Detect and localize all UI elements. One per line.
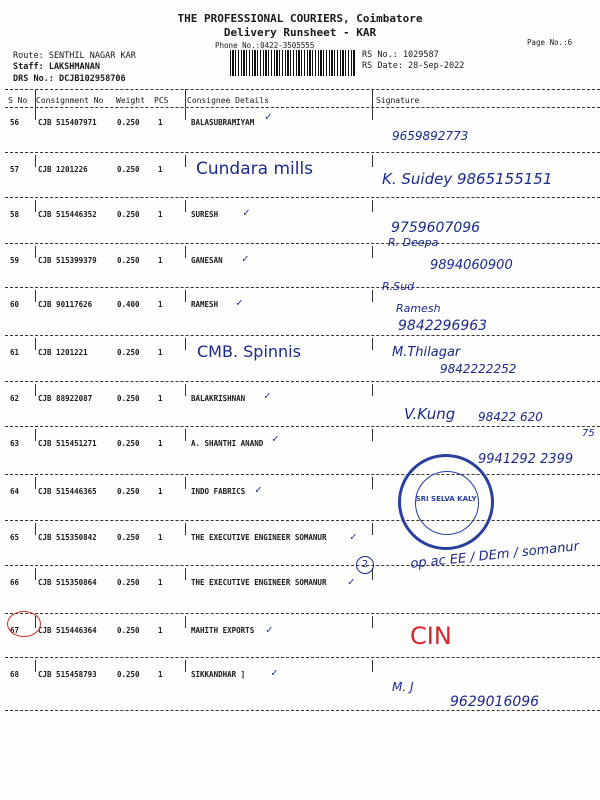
signature-62-suffix: 75	[582, 428, 595, 439]
barcode	[230, 50, 355, 76]
row-weight: 0.400	[117, 300, 140, 309]
check-mark-icon: ✓	[266, 623, 273, 636]
row-pcs: 1	[158, 487, 163, 496]
row-consignment: CJB 515458793	[38, 670, 97, 679]
col-consignment: Consignment No	[36, 96, 104, 105]
column-divider	[35, 338, 36, 350]
row-consignment: CJB 515451271	[38, 439, 97, 448]
column-divider	[185, 660, 186, 672]
column-divider	[185, 384, 186, 396]
signature-62-number: 98422 620	[478, 410, 543, 424]
column-divider	[185, 290, 186, 302]
row-weight: 0.250	[117, 439, 140, 448]
column-divider	[35, 384, 36, 396]
check-mark-icon: ✓	[236, 296, 243, 309]
column-divider	[372, 338, 373, 350]
row-consignee: INDO FABRICS	[191, 487, 246, 496]
signature-67: CIN	[410, 622, 452, 650]
row-divider	[5, 335, 600, 336]
row-sno: 67	[10, 626, 20, 635]
row-pcs: 1	[158, 394, 163, 403]
signature-62: V.Kung	[404, 405, 456, 423]
signature-58: 9759607096	[391, 220, 481, 236]
row-pcs: 1	[158, 256, 163, 265]
row-sno: 68	[10, 670, 20, 679]
row-consignee: GANESAN	[191, 256, 223, 265]
signature-60: 9842296963	[398, 318, 488, 334]
col-weight: Weight	[116, 96, 145, 105]
column-divider	[372, 523, 373, 535]
row-weight: 0.250	[117, 118, 140, 127]
row-sno: 64	[10, 487, 20, 496]
row-sno: 61	[10, 348, 20, 357]
row-pcs: 1	[158, 348, 163, 357]
check-mark-icon: ✓	[255, 483, 262, 496]
row-67-circle	[7, 611, 41, 637]
phone-number: Phone No.:0422-3505555	[215, 41, 315, 50]
column-divider	[372, 89, 373, 107]
row-divider	[5, 243, 600, 244]
rs-number: RS No.: 1029587	[362, 50, 439, 60]
check-mark-icon: ✓	[271, 666, 278, 679]
row-consignment: CJB 515399379	[38, 256, 97, 265]
row-weight: 0.250	[117, 394, 140, 403]
divider	[5, 89, 600, 90]
column-divider	[35, 429, 36, 441]
column-divider	[372, 429, 373, 441]
row-pcs: 1	[158, 670, 163, 679]
row-consignee: THE EXECUTIVE ENGINEER SOMANUR	[191, 533, 327, 542]
column-divider	[185, 89, 186, 107]
drs-number: DRS No.: DCJB102958706	[13, 74, 126, 84]
row-divider	[5, 426, 600, 427]
column-divider	[185, 338, 186, 350]
check-mark-icon: ✓	[350, 530, 357, 543]
column-divider	[372, 155, 373, 167]
handwritten-consignee: CMB. Spinnis	[197, 342, 301, 361]
row-consignment: CJB 88922087	[38, 394, 93, 403]
staff-label: Staff: LAKSHMANAN	[13, 62, 100, 72]
column-divider	[372, 290, 373, 302]
handwritten-consignee: Cundara mills	[196, 159, 314, 179]
column-divider	[35, 568, 36, 580]
row-divider	[5, 381, 600, 382]
check-mark-icon: ✓	[272, 432, 279, 445]
runsheet-subtitle: Delivery Runsheet - KAR	[223, 26, 377, 39]
row-divider	[5, 197, 600, 198]
column-divider	[35, 155, 36, 167]
row-consignee: A. SHANTHI ANAND	[191, 439, 264, 448]
rs-date: RS Date: 28-Sep-2022	[362, 61, 465, 71]
column-divider	[35, 108, 36, 120]
signature-68-name: M. J	[392, 680, 414, 694]
route-label: Route: SENTHIL NAGAR KAR	[13, 51, 136, 61]
row-sno: 65	[10, 533, 20, 542]
column-divider	[35, 477, 36, 489]
column-divider	[35, 523, 36, 535]
row-consignment: CJB 515446364	[38, 626, 97, 635]
row-consignment: CJB 515407971	[38, 118, 97, 127]
column-divider	[185, 568, 186, 580]
column-divider	[185, 616, 186, 628]
signature-63: 9941292 2399	[478, 452, 574, 467]
row-weight: 0.250	[117, 578, 140, 587]
signature-61-number: 9842222252	[440, 362, 517, 376]
row-weight: 0.250	[117, 670, 140, 679]
row-divider	[5, 565, 600, 566]
row-sno: 56	[10, 118, 20, 127]
row-divider	[5, 287, 600, 288]
column-divider	[185, 108, 186, 120]
row-consignee: RAMESH	[191, 300, 219, 309]
column-divider	[35, 200, 36, 212]
check-mark-icon: ✓	[265, 110, 272, 123]
row-pcs: 1	[158, 578, 163, 587]
row-consignment: CJB 515350842	[38, 533, 97, 542]
check-mark-icon: ✓	[243, 206, 250, 219]
check-mark-icon: ✓	[264, 389, 271, 402]
row-consignee: BALASUBRAMIYAM	[191, 118, 255, 127]
row-divider	[5, 657, 600, 658]
row-sno: 58	[10, 210, 20, 219]
signature-65: op ac EE / DEm / somanur	[409, 539, 580, 572]
row-sno: 62	[10, 394, 20, 403]
row-weight: 0.250	[117, 256, 140, 265]
col-sno: S No	[8, 96, 28, 105]
column-divider	[372, 384, 373, 396]
check-mark-icon: ✓	[242, 252, 249, 265]
column-divider	[35, 246, 36, 258]
row-consignee: SIKKANDHAR ]	[191, 670, 246, 679]
signature-59: 9894060900	[430, 258, 513, 273]
row-weight: 0.250	[117, 533, 140, 542]
row-weight: 0.250	[117, 165, 140, 174]
row-consignee: BALAKRISHNAN	[191, 394, 246, 403]
column-divider	[372, 660, 373, 672]
row-consignment: CJB 1201226	[38, 165, 88, 174]
column-divider	[185, 477, 186, 489]
column-divider	[372, 246, 373, 258]
row-sno: 66	[10, 578, 20, 587]
row-consignee: MAHITH EXPORTS	[191, 626, 255, 635]
row-pcs: 1	[158, 439, 163, 448]
row-weight: 0.250	[117, 348, 140, 357]
column-divider	[185, 246, 186, 258]
row-weight: 0.250	[117, 487, 140, 496]
divider	[5, 107, 600, 108]
column-divider	[372, 477, 373, 489]
col-signature: Signature	[376, 96, 420, 105]
row-sno: 60	[10, 300, 20, 309]
column-divider	[372, 200, 373, 212]
row-pcs: 1	[158, 210, 163, 219]
column-divider	[185, 523, 186, 535]
row-pcs: 1	[158, 626, 163, 635]
column-divider	[35, 290, 36, 302]
row-sno: 57	[10, 165, 20, 174]
signature-58-name: R. Deepa	[388, 236, 439, 249]
signature-60-name: Ramesh	[396, 302, 441, 315]
company-stamp: SRI SELVA KALY	[398, 454, 494, 550]
signature-56: 9659892773	[392, 129, 469, 143]
signature-61: M.Thilagar	[392, 345, 461, 360]
row-weight: 0.250	[117, 210, 140, 219]
row-consignee: THE EXECUTIVE ENGINEER SOMANUR	[191, 578, 327, 587]
row-sno: 63	[10, 439, 20, 448]
row-pcs: 1	[158, 300, 163, 309]
row-consignment: CJB 515446352	[38, 210, 97, 219]
check-mark-icon: ✓	[348, 575, 355, 588]
row-pcs: 1	[158, 165, 163, 174]
row-weight: 0.250	[117, 626, 140, 635]
row-divider	[5, 710, 600, 711]
page-number: Page No.:6	[527, 38, 573, 47]
column-divider	[372, 616, 373, 628]
col-consignee: Consignee Details	[187, 96, 269, 105]
signature-57: K. Suidey 9865155151	[382, 170, 553, 188]
row-sno: 59	[10, 256, 20, 265]
col-pcs: PCS	[154, 96, 169, 105]
row-consignment: CJB 90117626	[38, 300, 93, 309]
row-consignment: CJB 1201221	[38, 348, 88, 357]
column-divider	[35, 660, 36, 672]
row-divider	[5, 474, 600, 475]
column-divider	[372, 108, 373, 120]
mark-2: 2	[356, 556, 374, 574]
signature-68: 9629016096	[450, 694, 540, 710]
row-divider	[5, 613, 600, 614]
row-consignment: CJB 515446365	[38, 487, 97, 496]
row-divider	[5, 152, 600, 153]
row-pcs: 1	[158, 533, 163, 542]
row-pcs: 1	[158, 118, 163, 127]
row-consignee: SURESH	[191, 210, 219, 219]
row-consignment: CJB 515350864	[38, 578, 97, 587]
signature-59-name: R.Sud	[382, 280, 415, 293]
row-divider	[5, 520, 600, 521]
runsheet-title: THE PROFESSIONAL COURIERS, Coimbatore	[177, 12, 423, 25]
column-divider	[185, 200, 186, 212]
column-divider	[185, 429, 186, 441]
column-divider	[185, 155, 186, 167]
